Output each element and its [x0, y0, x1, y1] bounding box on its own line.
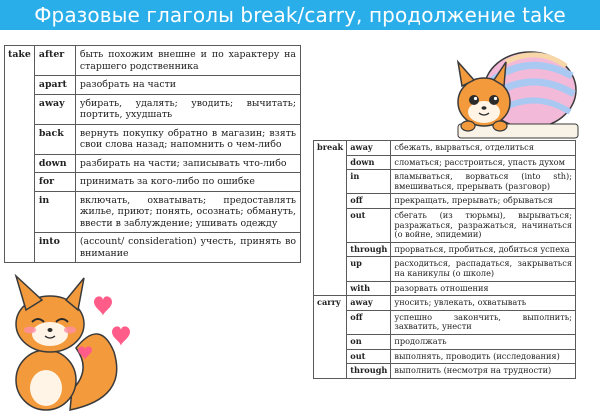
heart-icon [94, 296, 112, 316]
break-carry-phrasal-verbs-table [313, 140, 576, 379]
meaning-cell: быть похожим внешне и по характеру на старшего родственника [75, 46, 300, 76]
particle-cell: away [34, 94, 75, 124]
meaning-cell: вламываться, ворваться (into sth); вмешиваться, прерывать (разговор) [391, 170, 576, 194]
meaning-cell: сбегать (из тюрьмы), вырываться; разражаться, разражаться, начинаться (о войне, эпидемии) [391, 208, 576, 242]
meaning-cell: разобрать на части [75, 76, 300, 95]
table-row [5, 124, 301, 154]
particle-cell: off [347, 194, 391, 209]
meaning-cell: вернуть покупку обратно в магазин; взять свои слова назад; напомнить о чем-либо [75, 124, 300, 154]
particle-cell: in [347, 170, 391, 194]
meaning-cell: прорваться, пробиться, добиться успеха [391, 242, 576, 257]
particle-cell: up [347, 257, 391, 281]
meaning-cell: сбежать, вырваться, отделиться [391, 141, 576, 156]
table-row [314, 310, 576, 334]
table-row [314, 242, 576, 257]
particle-cell: back [34, 124, 75, 154]
meaning-cell: убирать, удалять; уводить; вычитать; портить, ухудшать [75, 94, 300, 124]
table-row [5, 154, 301, 173]
table-row [5, 46, 301, 76]
particle-cell: apart [34, 76, 75, 95]
particle-cell: away [347, 296, 391, 311]
table-row [314, 155, 576, 170]
particle-cell: through [347, 364, 391, 379]
table-row [314, 170, 576, 194]
meaning-cell: включать, охватывать; предоставлять жилье, приют; понять, осознать; обмануть, ввести в заблуждение; ушивать одежду [75, 191, 300, 233]
meaning-cell: выполнять, проводить (исследования) [391, 349, 576, 364]
table-row [314, 296, 576, 311]
particle-cell: on [347, 334, 391, 349]
particle-cell: into [34, 233, 75, 263]
squirrel-hearts-illustration [0, 270, 160, 418]
page-title: Фразовые глаголы break/carry, продолжение take [34, 3, 566, 27]
particle-cell: off [347, 310, 391, 334]
verb-cell: break [314, 141, 347, 296]
particle-cell: out [347, 208, 391, 242]
particle-cell: after [34, 46, 75, 76]
verb-cell: take [5, 46, 35, 263]
table-row [5, 191, 301, 233]
particle-cell: in [34, 191, 75, 233]
meaning-cell: продолжать [391, 334, 576, 349]
table-row [314, 141, 576, 156]
meaning-cell: успешно закончить, выполнить; захватить, унести [391, 310, 576, 334]
particle-cell: for [34, 173, 75, 192]
table-row [5, 76, 301, 95]
table-row [5, 94, 301, 124]
meaning-cell: уносить; увлекать, охватывать [391, 296, 576, 311]
table-row [314, 349, 576, 364]
meaning-cell: принимать за кого-либо по ошибке [75, 173, 300, 192]
table-row [314, 281, 576, 296]
verb-cell: carry [314, 296, 347, 379]
table-row [314, 364, 576, 379]
particle-cell: out [347, 349, 391, 364]
take-phrasal-verbs-table [4, 45, 301, 263]
particle-cell: through [347, 242, 391, 257]
meaning-cell: разбирать на части; записывать что-либо [75, 154, 300, 173]
table-row [5, 233, 301, 263]
meaning-cell: выполнить (несмотря на трудности) [391, 364, 576, 379]
table-row [314, 194, 576, 209]
table-row [5, 173, 301, 192]
table-row [314, 257, 576, 281]
particle-cell: down [34, 154, 75, 173]
particle-cell: with [347, 281, 391, 296]
meaning-cell: (account/ consideration) учесть, принять во внимание [75, 233, 300, 263]
squirrel-yarn-illustration [428, 42, 584, 142]
heart-icon [112, 326, 130, 346]
meaning-cell: прекращать, прерывать; обрываться [391, 194, 576, 209]
meaning-cell: разорвать отношения [391, 281, 576, 296]
table-row [314, 208, 576, 242]
table-row [314, 334, 576, 349]
meaning-cell: расходиться, распадаться, закрываться на каникулы (о школе) [391, 257, 576, 281]
particle-cell: down [347, 155, 391, 170]
particle-cell: away [347, 141, 391, 156]
meaning-cell: сломаться; расстроиться, упасть духом [391, 155, 576, 170]
